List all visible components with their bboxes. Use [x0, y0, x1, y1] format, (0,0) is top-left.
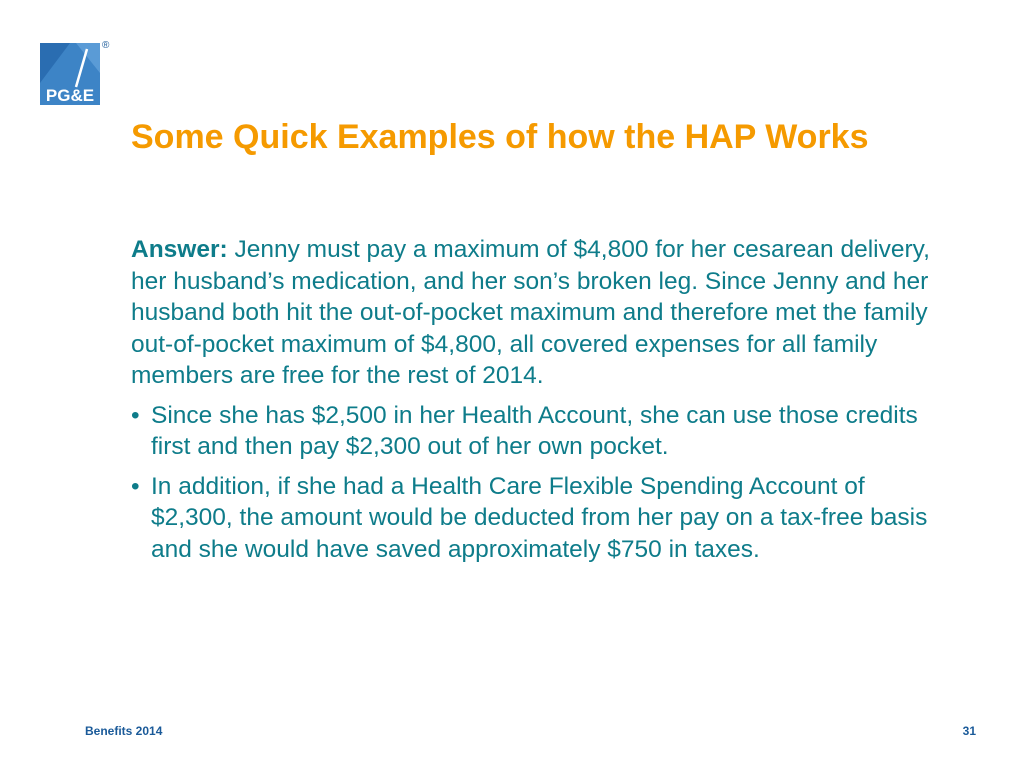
bullet-text: Since she has $2,500 in her Health Account, she can use those credits first and then pay $2,300 out of her own pocket.	[151, 401, 918, 460]
bullet-mark: •	[131, 472, 140, 500]
footer-label: Benefits 2014	[85, 724, 163, 738]
bullet-mark: •	[131, 401, 140, 429]
page-number: 31	[962, 724, 976, 738]
pge-logo	[40, 43, 100, 105]
answer-paragraph	[131, 234, 931, 392]
bullet-text: In addition, if she had a Health Care Flexible Spending Account of $2,300, the amount would be deducted from her pay on a tax-free basis and she would have saved approximately $750 in taxes.	[151, 472, 928, 563]
slide-body	[131, 234, 931, 573]
logo-text: PG&E	[45, 86, 95, 105]
answer-text: Jenny must pay a maximum of $4,800 for her cesarean delivery, her husband’s medication, and her son’s broken leg. Since Jenny and her husband both hit the out-of-pocket maximum and therefore met the family out-of-pocket maximum of $4,800, all covered expenses for all family members are free for the rest of 2014.	[131, 236, 930, 389]
answer-label: Answer:	[131, 236, 228, 263]
list-item	[131, 400, 931, 463]
registered-mark: ®	[102, 40, 110, 51]
bullet-list	[131, 400, 931, 566]
list-item	[131, 471, 931, 566]
pge-logo-mark	[40, 43, 100, 105]
slide-title: Some Quick Examples of how the HAP Works	[131, 118, 869, 156]
